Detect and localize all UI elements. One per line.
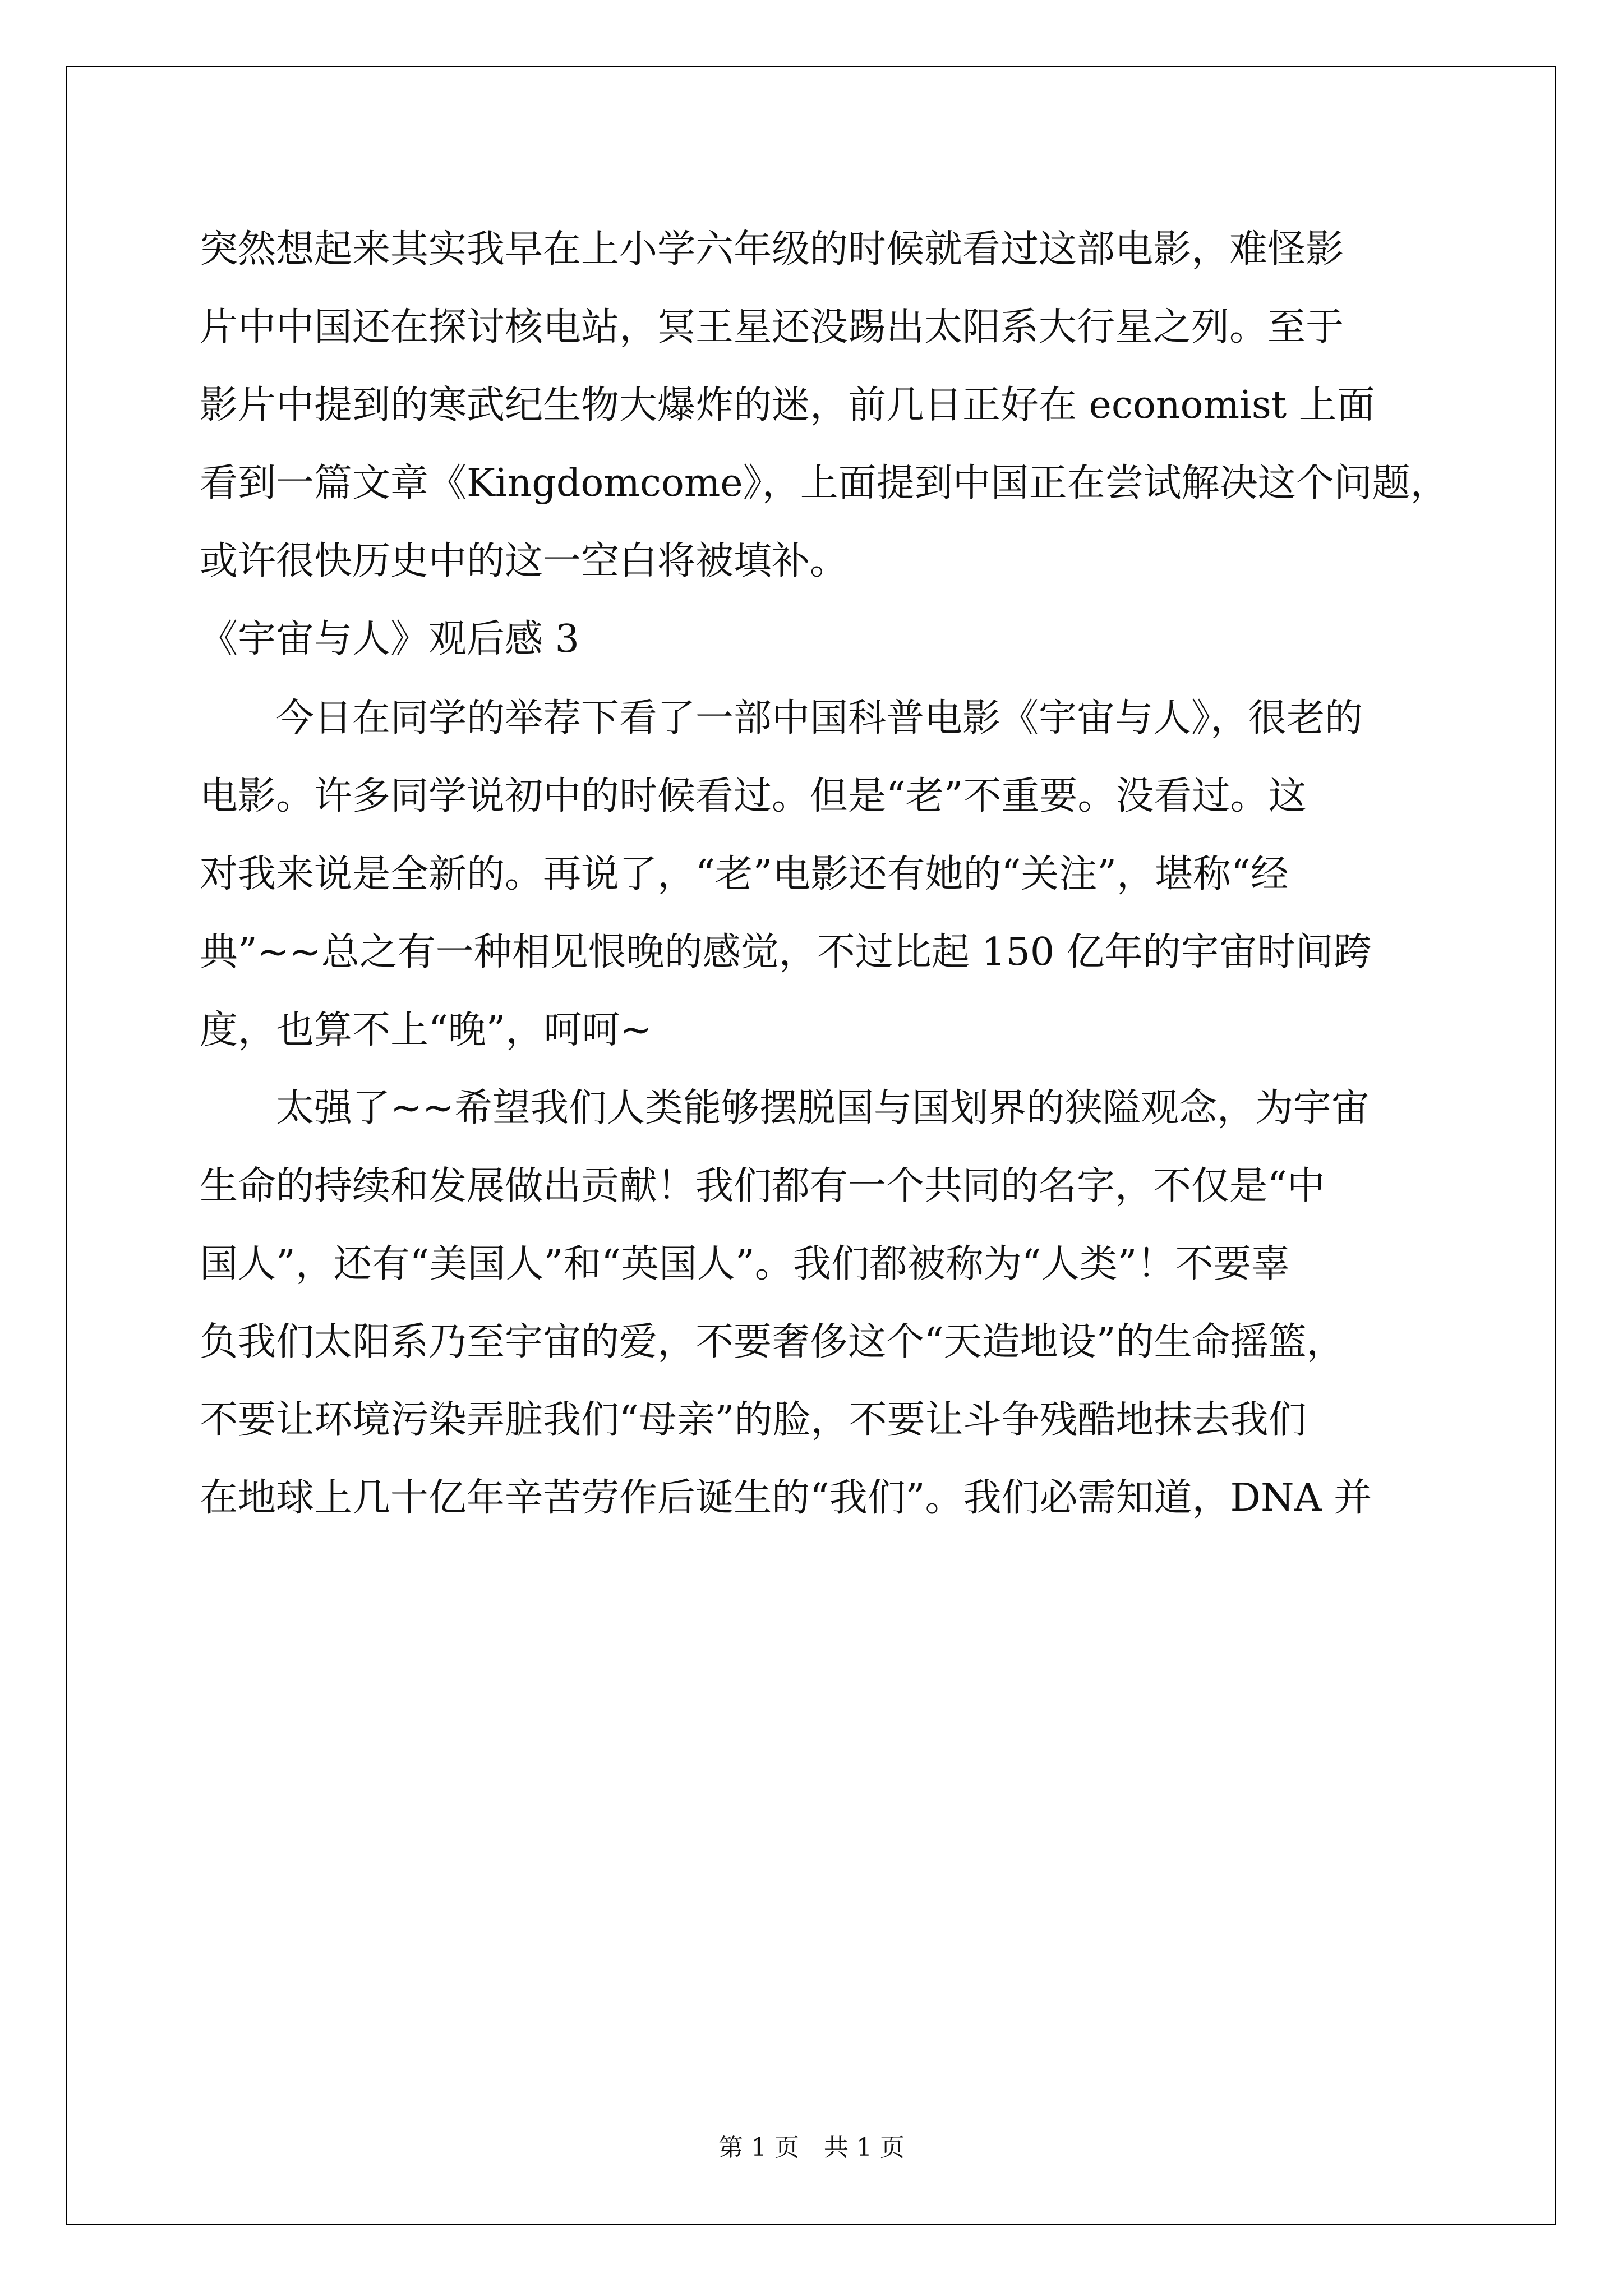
page-footer: 第 1 页 共 1 页	[718, 2133, 905, 2162]
text-line: 不要让环境污染弄脏我们“母亲”的脸，不要让斗争残酷地抹去我们	[200, 1398, 1307, 1442]
section-heading: 《宇宙与人》观后感 3	[200, 617, 579, 661]
text-line: 生命的持续和发展做出贡献！我们都有一个共同的名字，不仅是“中	[200, 1164, 1325, 1208]
text-line: 度，也算不上“晚”，呵呵~	[200, 1008, 652, 1052]
text-line: 突然想起来其实我早在上小学六年级的时候就看过这部电影，难怪影	[200, 227, 1344, 272]
text-line: 看到一篇文章《Kingdomcome》，上面提到中国正在尝试解决这个问题，	[200, 461, 1449, 505]
text-line: 或许很快历史中的这一空白将被填补。	[200, 539, 849, 583]
text-line: 国人”，还有“美国人”和“英国人”。我们都被称为“人类”！不要辜	[200, 1242, 1290, 1286]
text-line: 影片中提到的寒武纪生物大爆炸的迷，前几日正好在 economist 上面	[200, 383, 1375, 427]
text-line: 太强了~~希望我们人类能够摆脱国与国划界的狭隘观念，为宇宙	[200, 1086, 1370, 1130]
text-line: 典”~~总之有一种相见恨晚的感觉，不过比起 150 亿年的宇宙时间跨	[200, 930, 1372, 974]
text-line: 今日在同学的举荐下看了一部中国科普电影《宇宙与人》，很老的	[200, 696, 1363, 740]
text-line: 对我来说是全新的。再说了，“老”电影还有她的“关注”，堪称“经	[200, 852, 1289, 896]
text-line: 电影。许多同学说初中的时候看过。但是“老”不重要。没看过。这	[200, 774, 1307, 818]
text-line: 片中中国还在探讨核电站，冥王星还没踢出太阳系大行星之列。至于	[200, 305, 1344, 349]
text-line: 在地球上几十亿年辛苦劳作后诞生的“我们”。我们必需知道，DNA 并	[200, 1476, 1372, 1520]
text-line: 负我们太阳系乃至宇宙的爱，不要奢侈这个“天造地设”的生命摇篮，	[200, 1320, 1345, 1364]
